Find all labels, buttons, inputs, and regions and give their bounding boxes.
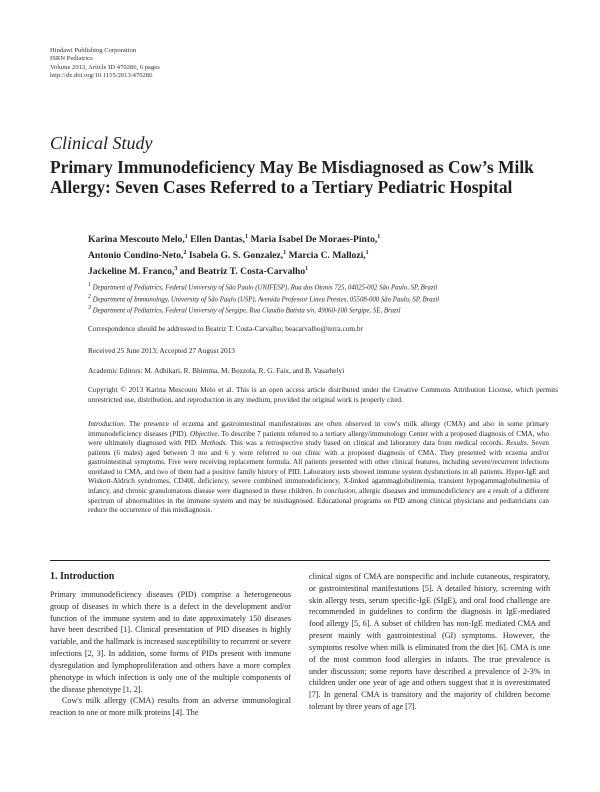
author-list xyxy=(88,231,558,278)
abstract-label-conclusion: In conclusion, xyxy=(316,487,358,496)
body-column-right xyxy=(309,571,550,713)
abstract-text: Seven patients (6 males) aged between 3 mo and 6 y were referred to our clinic with a proposed diagnosis of CMA. They presented with eczema and/or gastrointestinal symptoms. Five were receiving replacement formula. All patients presented with other clinical features, including severe/recurrent infections unrelated to CMA, and two of them had a positive family history of PID. Laboratory tests showed immune system dysfunctions in all patients. Hyper-IgE and Wiskott-Aldrich syndromes, CD40L deficiency, severe combined immunodeficiency, X-linked agammaglobulinemia, transient hypogammaglobulinemia of infancy, and chronic granulomatous disease were diagnosed in these children. xyxy=(88,439,549,496)
abstract-text: This was a retrospective study based on clinical and laboratory data from medical records. xyxy=(227,439,506,448)
abstract-text: allergic diseases and immunodeficiency are a result of a different spectrum of abnormalities in the immune system and may be misdiagnosed. Educational programs on PID among clinical physicians and pediatricians can reduce the occurrence of this misdiagnosis. xyxy=(88,487,549,515)
abstract-label-methods: Methods. xyxy=(200,439,228,448)
copyright-notice: Copyright © 2013 Karina Mescouto Melo et al. This is an open access article distributed under the Creative Commons Attribution License, which permits unrestricted use, distribution, and reproduction in any medium, provided the original work is properly cited. xyxy=(88,385,558,404)
author: Maria Isabel De Moraes-Pinto, xyxy=(250,234,378,246)
section-heading: 1. Introduction xyxy=(50,571,115,582)
author-affiliation-mark: 2 xyxy=(183,249,187,256)
body-paragraph: Cow's milk allergy (CMA) results from an adverse immunological reaction to one or more milk proteins [4]. The xyxy=(50,696,291,718)
author-affiliation-mark: 1 xyxy=(283,249,287,256)
author: Ellen Dantas, xyxy=(190,234,246,246)
author-affiliation-mark: 1 xyxy=(365,249,369,256)
affiliation: $^3$ Department of Pediatrics, Federal University of Sergipe, Rua Claudio Batista s/n, 49060-100 Sergipe, SE, Brazil xyxy=(88,305,401,315)
author: Antonio Condino-Neto, xyxy=(88,249,184,261)
abstract-label-objective: Objective. xyxy=(190,429,220,438)
abstract-label-introduction: Introduction. xyxy=(88,420,126,428)
volume-info: Volume 2013, Article ID 470286, 6 pages xyxy=(50,63,160,71)
author: Jackeline M. Franco, xyxy=(88,265,175,277)
author-affiliation-mark: 1 xyxy=(184,234,188,240)
publisher-info xyxy=(50,47,160,81)
article-type: Clinical Study xyxy=(50,133,153,153)
author-affiliation-mark: 1 xyxy=(305,265,309,272)
affiliation: $^1$ Department of Pediatrics, Federal University of São Paulo (UNIFESP), Rua dos Otonis 725, 04025-002 São Paulo, SP, Brazil xyxy=(88,282,438,292)
academic-editors: Academic Editors: M. Adhikari, R. Bhimma, M. Bozzola, R. G. Faix, and B. Vasarhelyi xyxy=(88,366,345,375)
author: and Beatriz T. Costa-Carvalho xyxy=(179,265,306,277)
author-affiliation-mark: 1 xyxy=(245,234,249,240)
article-dates: Received 25 June 2013; Accepted 27 August 2013 xyxy=(88,346,235,355)
author: Isabela G. S. Gonzalez, xyxy=(188,249,284,261)
abstract xyxy=(88,420,549,516)
body-paragraph: clinical signs of CMA are nonspecific and include cutaneous, respiratory, or gastrointestinal manifestations [5]. A detailed history, screening with skin allergy tests, serum specific-IgE (SIgE), and oral food challenge are recommended in guidelines to confirm the diagnosis in IgE-mediated food allergy [5, 6]. A subset of children has non-IgE mediated CMA and present mainly with gastrointestinal (GI) symptoms. However, the symptoms resolve when milk is eliminated from the diet [6]. CMA is one of the most common food allergies in infants. The true prevalence is under discussion; some reports have described a prevalence of 2-3% in children under one year of age and others suggest that it is overestimated [7]. In general CMA is transitory and the majority of children become tolerant by three years of age [7]. xyxy=(309,572,550,712)
article-title: Primary Immunodeficiency May Be Misdiagnosed as Cow’s Milk Allergy: Seven Cases Referred to a Tertiary Pediatric Hospital xyxy=(50,157,534,197)
body-paragraph: Primary immunodeficiency diseases (PID) comprise a heterogeneous group of diseases in which there is a defect in the development and/or function of the immune system and to date approximately 150 diseases have been described [1]. Clinical presentation of PID diseases is highly variable, and the hallmark is increased susceptibility to recurrent or severe infections [2, 3]. In addition, some forms of PIDs present with immune dysregulation and lymphoproliferation and others have a more complex phenotype in which infection is only one of the multiple components of the disease phenotype [1, 2]. xyxy=(50,590,291,694)
section-divider xyxy=(50,560,550,561)
author-affiliation-mark: 1 xyxy=(377,234,381,240)
journal-name: ISRN Pediatrics xyxy=(50,55,93,63)
author: Karina Mescouto Melo, xyxy=(88,234,185,246)
body-column-left xyxy=(50,589,291,719)
publisher-name: Hindawi Publishing Corporation xyxy=(50,47,137,54)
abstract-text: The presence of eczema and gastrointestinal manifestations are often observed in cow's milk allergy (CMA) and also in some primary immunodeficiency diseases (PID). xyxy=(88,420,549,438)
affiliations xyxy=(88,281,558,316)
author-affiliation-mark: 3 xyxy=(174,265,178,272)
abstract-label-results: Results. xyxy=(506,439,529,448)
author: Marcia C. Mallozi, xyxy=(288,249,366,261)
doi-link[interactable]: http://dx.doi.org/10.1155/2013/470286 xyxy=(50,72,153,80)
affiliation: $^2$ Department of Immunology, University of São Paulo (USP), Avenida Professor Lineu Prestes, 05508-000 São Paulo, SP, Brazil xyxy=(88,293,440,303)
abstract-text: To describe 7 patients referred to a tertiary allergy/immunology Center with a proposed diagnosis of CMA, who were ultimately diagnosed with PID. xyxy=(88,429,549,448)
correspondence: Correspondence should be addressed to Beatriz T. Costa-Carvalho; beacarvalho@terra.com.br xyxy=(88,324,363,333)
